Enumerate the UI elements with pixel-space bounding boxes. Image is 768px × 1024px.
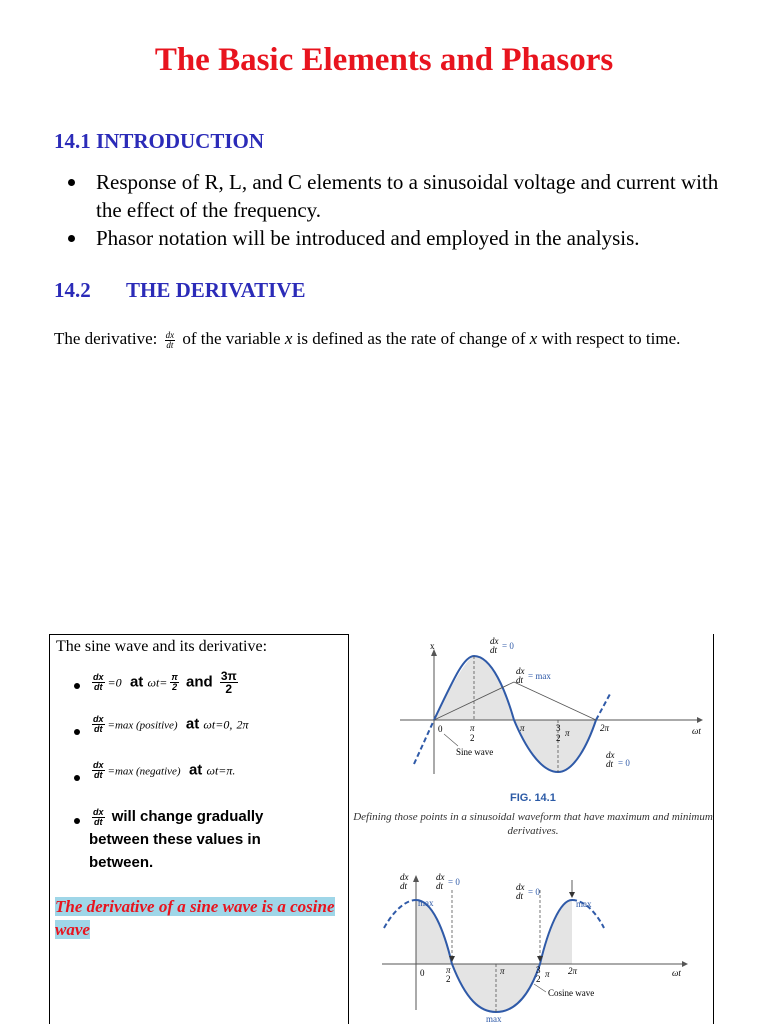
- b2-two-pi: 2π: [236, 717, 249, 732]
- b2-frac-num: dx: [93, 714, 104, 724]
- cos-max-right-arrow: [569, 892, 575, 898]
- fig2-dxdt-axis-den: dt: [400, 881, 408, 891]
- box-title: The sine wave and its derivative:: [56, 638, 268, 655]
- intro-bullet-1: Response of R, L, and C elements to a sinusoidal voltage and current with the effect of the frequency.: [66, 168, 726, 224]
- figure-caption: Defining those points in a sinusoidal waveform that have maximum and minimum derivatives.: [353, 811, 713, 837]
- fig2-max-left: max: [418, 898, 434, 908]
- fig1-three-num: 3: [556, 723, 561, 733]
- fig2-wt: ωt: [672, 968, 681, 978]
- fig2-max-right: max: [576, 899, 592, 909]
- fig1-eq-max: = max: [528, 671, 551, 681]
- box-bullet-4: [89, 805, 294, 874]
- var-x-2: x: [529, 329, 538, 348]
- cos-left-dash: [384, 900, 416, 928]
- fig2-dxdt-left-num: dx: [436, 872, 445, 882]
- var-x: x: [284, 329, 293, 348]
- dx-dt-fraction: [165, 331, 176, 350]
- fig2-three-num: 3: [536, 965, 541, 975]
- b1-frac-den: dt: [94, 682, 103, 692]
- b4-frac: [92, 808, 105, 827]
- cosine-note: [55, 895, 345, 941]
- cos-shade-1: [416, 900, 452, 964]
- fig1-zero: 0: [438, 724, 443, 734]
- fig1-dxdt-bot-den: dt: [606, 759, 614, 769]
- page-title: The Basic Elements and Phasors: [154, 42, 614, 78]
- frac-num: dx: [165, 329, 175, 340]
- fig1-three-pi: π: [565, 728, 570, 738]
- fig2-pi: π: [500, 966, 505, 976]
- box-bullet-3: [89, 761, 235, 780]
- section-number-derivative: 14.2: [54, 278, 91, 302]
- intro-bullet-2: Phasor notation will be introduced and employed in the analysis.: [66, 224, 726, 252]
- b1-two: 2: [172, 682, 178, 692]
- b4-frac-den: dt: [94, 816, 103, 827]
- b1-at: at: [129, 673, 144, 691]
- box-bullet-dot-3: [74, 775, 80, 781]
- fig2-eq-zero-right: = 0: [528, 887, 540, 897]
- fig2-dxdt-right-den: dt: [516, 891, 524, 901]
- cosine-wave-figure: [352, 860, 714, 1024]
- para-text-end: with respect to time.: [541, 329, 681, 348]
- b1-pi-frac: [170, 673, 178, 692]
- b1-pi: π: [171, 672, 178, 682]
- sine-wave-figure: [352, 634, 714, 794]
- fig2-dxdt-axis-num: dx: [400, 872, 409, 882]
- b3-frac: [92, 761, 105, 780]
- fig1-dxdt-top-num: dx: [490, 636, 499, 646]
- sine-wave-leader: [444, 734, 458, 746]
- section-heading-introduction: 14.1 INTRODUCTION: [54, 129, 265, 153]
- box-bullet-dot-2: [74, 729, 80, 735]
- b1-3pi-den: 2: [225, 682, 233, 696]
- fig1-two-pi: 2π: [600, 723, 610, 733]
- cos-shade-3: [540, 900, 572, 964]
- fig2-three-pi: π: [545, 969, 550, 979]
- cos-wave-leader: [534, 984, 546, 992]
- derivative-definition: [54, 326, 714, 352]
- sine-x-arrow: [697, 717, 703, 723]
- b1-frac: [92, 673, 105, 692]
- fig1-eq-zero-top: = 0: [502, 641, 514, 651]
- fig2-cosine-wave-label: Cosine wave: [548, 988, 595, 998]
- para-text-before: The derivative:: [54, 329, 158, 348]
- box-bullet-1: [89, 670, 241, 695]
- b2-frac: [92, 715, 105, 734]
- fig1-eq-zero-bot: = 0: [618, 758, 630, 768]
- cos-x-arrow: [682, 961, 688, 967]
- section-heading-derivative: THE DERIVATIVE: [126, 278, 306, 302]
- b3-frac-den: dt: [94, 770, 103, 780]
- figure-caption-heading: FIG. 14.1: [510, 792, 556, 804]
- sine-curve-left-dash: [414, 720, 434, 764]
- b1-frac-num: dx: [93, 672, 104, 682]
- fig2-dxdt-right-num: dx: [516, 882, 525, 892]
- b1-and: and: [185, 673, 213, 691]
- fig1-sine-wave-label: Sine wave: [456, 747, 494, 757]
- fig2-three-den: 2: [536, 974, 541, 984]
- b4-frac-num: dx: [93, 806, 104, 817]
- b2-eq: =max (positive): [107, 719, 178, 732]
- fig1-dxdt-bot-num: dx: [606, 750, 615, 760]
- fig1-wt: ωt: [692, 726, 701, 736]
- intro-bullet-list: [66, 168, 726, 252]
- box-bullet-dot-1: [74, 683, 80, 689]
- fig1-pi2-den: 2: [470, 733, 475, 743]
- b4-text: will change gradually between these values in between.: [89, 808, 264, 871]
- b1-3pi-frac: [220, 670, 238, 695]
- fig2-zero: 0: [420, 968, 425, 978]
- para-text-mid: is defined as the rate of change of: [296, 329, 526, 348]
- cosine-note-text: The derivative of a sine wave is a cosine wave: [55, 897, 335, 939]
- fig2-eq-zero-left: = 0: [448, 877, 460, 887]
- b3-frac-num: dx: [93, 760, 104, 770]
- fig2-dxdt-left-den: dt: [436, 881, 444, 891]
- fig2-max-bottom: max: [486, 1014, 502, 1024]
- sine-curve-right-dash: [596, 694, 610, 720]
- b1-wt: ωt=: [147, 675, 168, 690]
- fig1-pi2-num: π: [470, 723, 475, 733]
- fig1-dxdt-top-den: dt: [490, 645, 498, 655]
- b2-vals: ωt=0,: [203, 717, 233, 732]
- box-bullet-2: [89, 715, 249, 734]
- b3-at: at: [188, 761, 203, 779]
- b3-vals: ωt=π.: [206, 763, 236, 778]
- sine-y-label: x: [430, 641, 435, 651]
- fig2-two-pi: 2π: [568, 966, 578, 976]
- frac-den: dt: [166, 339, 174, 350]
- fig1-three-den: 2: [556, 733, 561, 743]
- fig1-dxdt-max-num: dx: [516, 666, 525, 676]
- b2-frac-den: dt: [94, 724, 103, 734]
- fig2-pi2-den: 2: [446, 974, 451, 984]
- fig1-dxdt-max-den: dt: [516, 675, 524, 685]
- b3-eq: =max (negative): [107, 765, 181, 778]
- cos-y-arrow: [413, 875, 419, 882]
- fig1-pi: π: [520, 723, 525, 733]
- b1-3pi: 3π: [220, 669, 237, 683]
- fig2-pi2-num: π: [446, 965, 451, 975]
- box-bullet-dot-4: [74, 818, 80, 824]
- b1-eq: =0: [107, 675, 122, 690]
- para-text-var: of the variable: [182, 329, 281, 348]
- b2-at: at: [185, 715, 200, 733]
- tangent-line-2: [514, 682, 596, 720]
